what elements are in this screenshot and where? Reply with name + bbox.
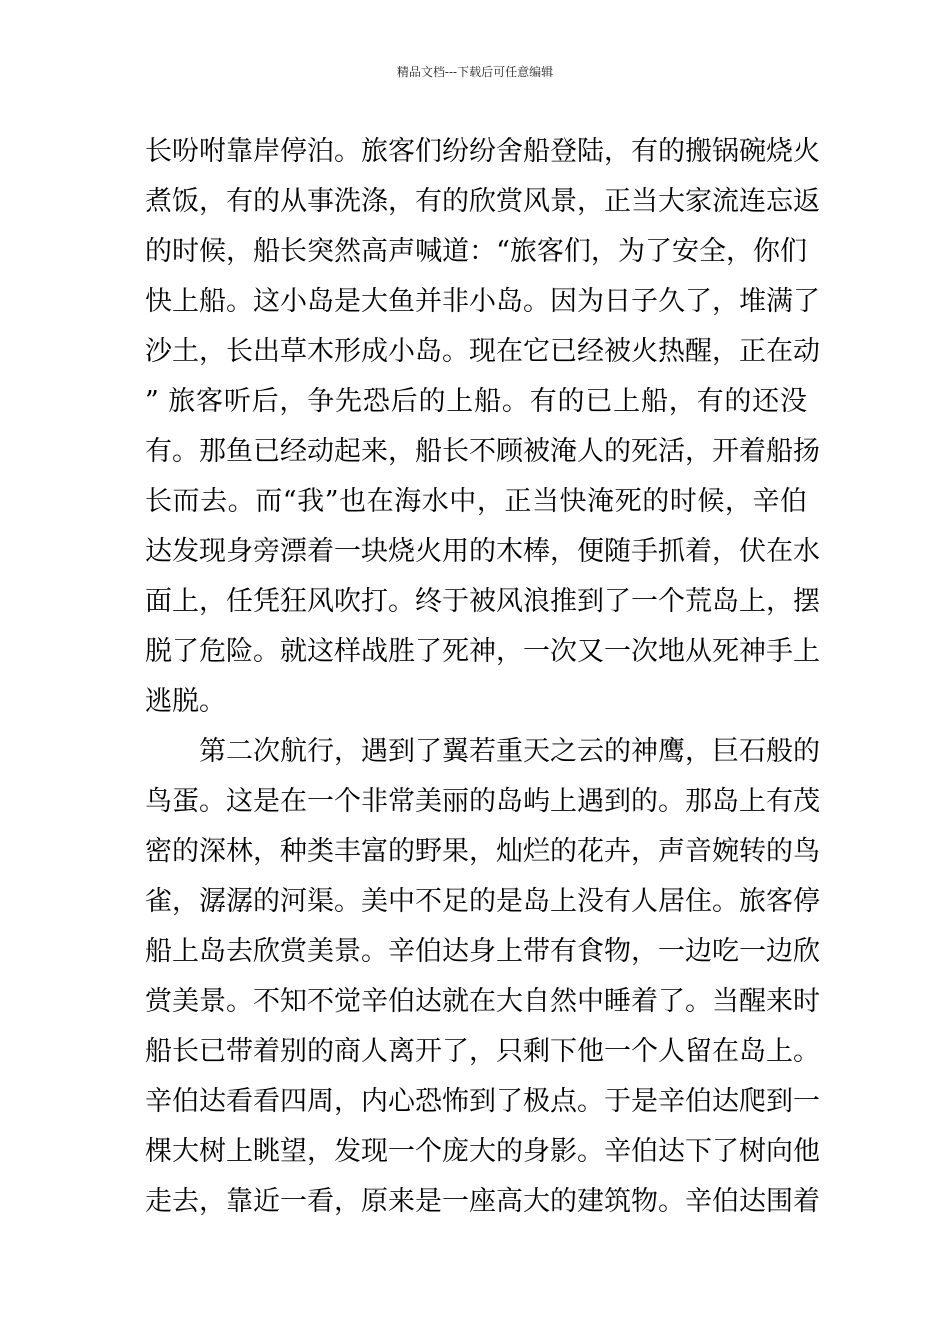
text-line: 鸟蛋。这是在一个非常美丽的岛屿上遇到的。那岛上有茂: [145, 786, 820, 817]
text-line: 达发现身旁漂着一块烧火用的木棒，便随手抓着，伏在水: [145, 536, 820, 567]
text-line: 脱了危险。就这样战胜了死神，一次又一次地从死神手上: [145, 636, 820, 667]
text-line: 长吩咐靠岸停泊。旅客们纷纷舍船登陆，有的搬锅碗烧火: [145, 136, 820, 167]
text-line: 面上，任凭狂风吹打。终于被风浪推到了一个荒岛上，摆: [145, 586, 820, 617]
text-line: 船长已带着别的商人离开了，只剩下他一个人留在岛上。: [145, 1036, 820, 1067]
body-text: [145, 127, 820, 1227]
text-line: 逃脱。: [145, 686, 226, 717]
text-line: 棵大树上眺望，发现一个庞大的身影。辛伯达下了树向他: [145, 1136, 820, 1167]
text-line: 走去，靠近一看，原来是一座高大的建筑物。辛伯达围着: [145, 1186, 820, 1217]
page-header: 精品文档---下载后可任意编辑: [396, 65, 554, 79]
paragraph-2: [145, 727, 820, 1227]
paragraph-1: [145, 127, 820, 727]
text-line: 有。那鱼已经动起来，船长不顾被淹人的死活，开着船扬: [145, 436, 820, 467]
text-line: 长而去。而“我”也在海水中，正当快淹死的时候，辛伯: [145, 486, 807, 517]
text-line: 船上岛去欣赏美景。辛伯达身上带有食物，一边吃一边欣: [145, 936, 820, 967]
text-line: 密的深林，种类丰富的野果，灿烂的花卉，声音婉转的鸟: [145, 836, 820, 867]
text-line: 煮饭，有的从事洗涤，有的欣赏风景，正当大家流连忘返: [145, 186, 820, 217]
text-line: 的时候，船长突然高声喊道：“旅客们，为了安全，你们: [145, 236, 807, 267]
text-line: 沙土，长出草木形成小岛。现在它已经被火热醒，正在动: [145, 336, 820, 367]
text-line: 第二次航行，遇到了翼若重天之云的神鹰，巨石般的: [199, 736, 820, 767]
text-line: ” 旅客听后，争先恐后的上船。有的已上船，有的还没: [145, 386, 807, 417]
text-line: 辛伯达看看四周，内心恐怖到了极点。于是辛伯达爬到一: [145, 1086, 820, 1117]
text-line: 雀，潺潺的河渠。美中不足的是岛上没有人居住。旅客停: [145, 886, 820, 917]
text-line: 快上船。这小岛是大鱼并非小岛。因为日子久了，堆满了: [145, 286, 820, 317]
text-line: 赏美景。不知不觉辛伯达就在大自然中睡着了。当醒来时: [145, 986, 820, 1017]
